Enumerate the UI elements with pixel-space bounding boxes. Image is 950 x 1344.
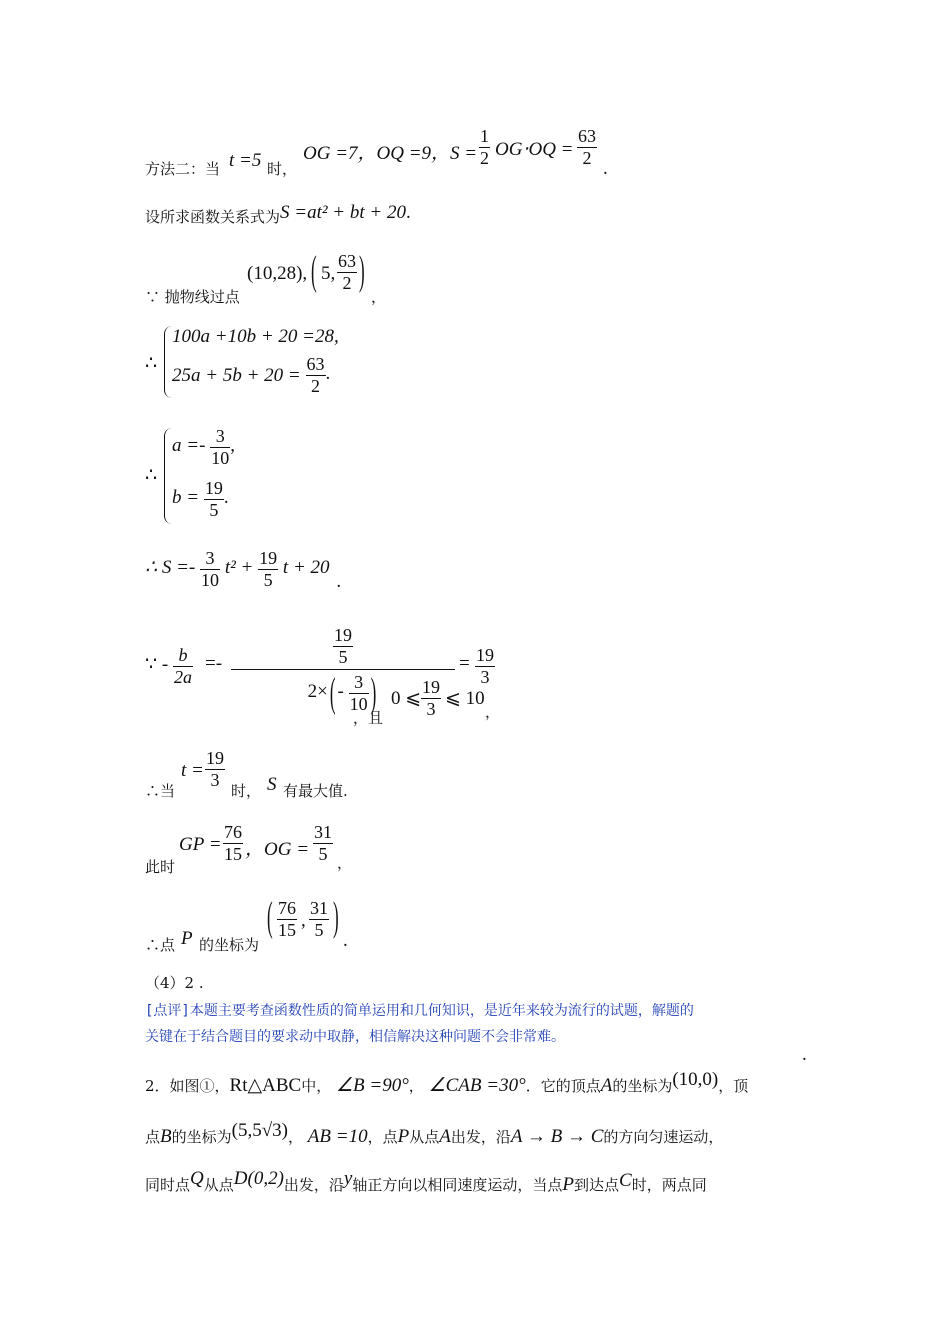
system1-eq1: 100a +10b + 20 =28,	[172, 326, 339, 347]
og-frac: $\frac{31}{5}$	[314, 822, 332, 864]
method2-shi: 时，	[267, 160, 298, 178]
left-paren: (	[311, 248, 317, 294]
og-dot-oq: OG⋅OQ =	[495, 139, 574, 160]
half-fraction: $\frac{1}{2}$	[480, 126, 489, 168]
result-s-line: ∴ S =- $\frac{3}{10}$ t² + $\frac{19}{5}$ t + 20 .	[145, 548, 342, 593]
problem2-line-2: 点B的坐标为(5,5√3)， AB =10，点P从点A出发，沿A → B → C的方向匀速运动，	[145, 1120, 724, 1147]
system1-brace	[164, 326, 172, 398]
p-x-frac: $\frac{76}{15}$	[278, 898, 296, 940]
max-line: ∴当 t = $\frac{19}{3}$ 时， S 有最大值.	[145, 748, 348, 800]
vertex-result-frac: $\frac{19}{3}$	[476, 645, 494, 687]
point-2-y: $\frac{63}{2}$	[338, 251, 356, 293]
method2-lead: 方法二：当	[145, 160, 221, 178]
inner-num-frac: $\frac{19}{5}$	[334, 625, 352, 667]
p-y-frac: $\frac{31}{5}$	[310, 898, 328, 940]
a-fraction: $\frac{3}{10}$	[211, 426, 230, 468]
complex-fraction: $\frac{19}{5}$ 2× ( - $\frac{3}{10}$ )	[231, 625, 455, 715]
point-2-x: 5,	[321, 263, 336, 284]
system2-brace	[164, 428, 172, 524]
gp-frac: $\frac{76}{15}$	[224, 822, 242, 864]
assume-text: 设所求函数关系式为	[145, 208, 281, 226]
s-value-fraction: $\frac{63}{2}$	[578, 126, 596, 168]
inner-den-frac: $\frac{3}{10}$	[349, 672, 368, 715]
passes-because: ∵ 抛物线过点	[145, 288, 240, 306]
p-right-paren: )	[333, 894, 339, 940]
right-paren: )	[359, 248, 365, 294]
at-time-line: 此时 GP = $\frac{76}{15}$ ，OG = $\frac{31}{5}$ ，	[145, 822, 353, 876]
system1-eq2-frac: $\frac{63}{2}$	[306, 354, 325, 396]
point-p-line: ∴点 P 的坐标为 ( $\frac{76}{15}$ , $\frac{31}{5}$ ) .	[145, 894, 348, 954]
p-left-paren: (	[267, 894, 273, 940]
passes-end: ，	[371, 288, 387, 306]
stray-dot: .	[802, 1044, 807, 1065]
assume-formula: S =at² + bt + 20	[280, 202, 406, 223]
t-eq-5: t =5	[229, 150, 262, 171]
result-c2-frac: $\frac{19}{5}$	[259, 548, 278, 590]
neg-b-over-2a: $\frac{b}{2a}$	[174, 645, 192, 687]
max-t-frac: $\frac{19}{3}$	[206, 748, 224, 790]
system2-therefore: ∴	[145, 465, 158, 486]
comment-line-1: [点评]本题主要考查函数性质的简单运用和几何知识，是近年来较为流行的试题，解题的	[145, 1003, 694, 1019]
method2-end: .	[603, 158, 608, 179]
og-oq-expr: OG =7，OQ =9，S =	[303, 143, 478, 164]
part4: （4）2 .	[145, 974, 204, 992]
problem2-line-3: 同时点Q从点D(0,2)出发，沿y轴正方向以相同速度运动，当点P到达点C时，两点同	[145, 1168, 707, 1195]
system2-b: b = $\frac{19}{5}$ .	[172, 478, 229, 520]
problem2-line-1: 2．如图①，Rt△ABC中， ∠B =90°， ∠CAB =30°．它的顶点A的坐标为(10,0)，顶	[145, 1069, 749, 1096]
assume-end: .	[405, 202, 411, 223]
point-1: (10,28),	[247, 263, 308, 284]
vertex-line: ∵ - $\frac{b}{2a}$ =- $\frac{19}{5}$ 2× ( - $\frac{3}{10}$ ) = $\frac{19}{3}$ ，且 0 ⩽ $\frac{19}{3}$ ⩽ 10 ，	[145, 625, 501, 727]
assume-line	[145, 202, 411, 224]
b-fraction: $\frac{19}{5}$	[204, 478, 223, 520]
comment-line-2: 关键在于结合题目的要求动中取静，相信解决这种问题不会非常难。	[145, 1029, 565, 1045]
range-frac: $\frac{19}{3}$	[422, 677, 440, 719]
passes-line	[145, 248, 445, 306]
system2-a: a =- $\frac{3}{10}$ ,	[172, 426, 235, 468]
system1-therefore: ∴	[145, 353, 158, 374]
result-c1-frac: $\frac{3}{10}$	[201, 548, 220, 590]
system1-eq2: 25a + 5b + 20 = $\frac{63}{2}$ .	[172, 354, 331, 396]
